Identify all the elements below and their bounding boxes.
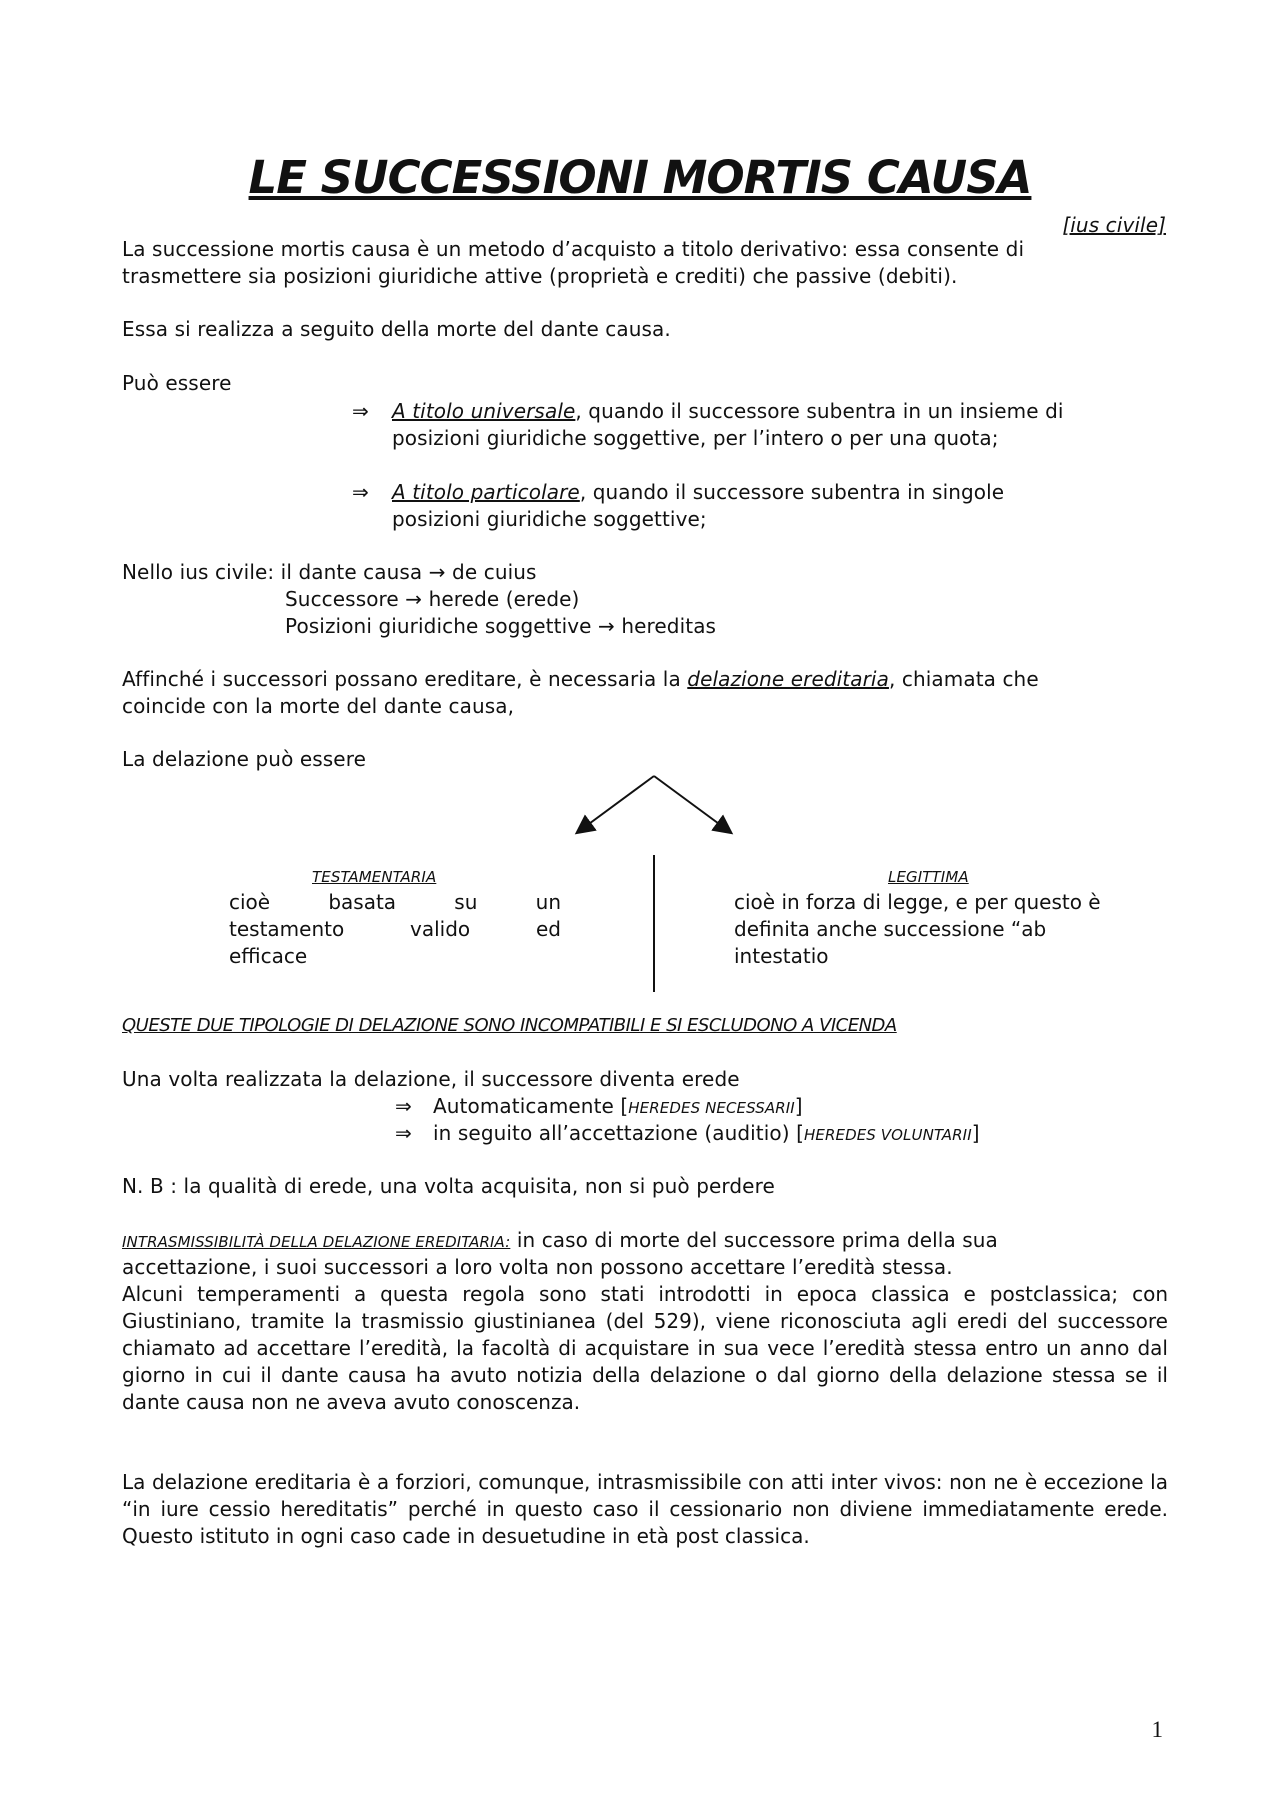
page-title: LE SUCCESSIONI MORTIS CAUSA	[248, 151, 1032, 204]
erede-item-1-text: Automaticamente [	[433, 1094, 629, 1118]
ius-civile-line-2: Successore → herede (erede)	[285, 587, 580, 611]
particolare-desc: , quando il successore subentra in singole	[579, 480, 1005, 504]
erede-intro: Una volta realizzata la delazione, il successore diventa erede	[122, 1067, 740, 1091]
erede-item-2-text: in seguito all’accettazione (auditio) [	[433, 1121, 805, 1145]
nota-bene: N. B : la qualità di erede, una volta acquisita, non si può perdere	[122, 1174, 775, 1198]
intro-line-2: trasmettere sia posizioni giuridiche attive (proprietà e crediti) che passive (debiti).	[122, 264, 958, 288]
branch-right-arrow-icon	[654, 776, 730, 832]
word: ed	[535, 917, 561, 941]
inter-vivos-paragraph: La delazione ereditaria è a forziori, comunque, intrasmissibile con atti inter vivos: non ne è eccezione la “in iure cessio hereditatis” perché in questo caso il cessionario non diviene immediatamente erede. Questo istituto in ogni caso cade in desuetudine in età post classica.	[122, 1470, 1168, 1548]
implies-arrow-icon: ⇒	[352, 399, 369, 423]
intrasmissibilita-text: in caso di morte del successore prima della sua	[510, 1228, 998, 1252]
incompatibili-statement: QUESTE DUE TIPOLOGIE DI DELAZIONE SONO INCOMPATIBILI E SI ESCLUDONO A VICENDA	[122, 1015, 897, 1036]
subject-tag: [ius civile]	[1062, 213, 1166, 237]
implies-arrow-icon: ⇒	[395, 1121, 412, 1145]
legittima-line-1: cioè in forza di legge, e per questo è	[734, 890, 1101, 914]
word: un	[535, 890, 561, 914]
legittima-line-2: definita anche successione “ab	[734, 917, 1047, 941]
word: su	[454, 890, 478, 914]
delazione-line-2: coincide con la morte del dante causa,	[122, 694, 515, 718]
legittima-heading: LEGITTIMA	[888, 868, 969, 886]
bracket: ]	[794, 1094, 803, 1118]
realizza-text: Essa si realizza a seguito della morte del dante causa.	[122, 317, 671, 341]
word: basata	[328, 890, 397, 914]
intro-line-1: La successione mortis causa è un metodo d’acquisto a titolo derivativo: essa consente di	[122, 237, 1025, 261]
particolare-line-2: posizioni giuridiche soggettive;	[392, 507, 707, 531]
delazione-post: , chiamata che	[888, 667, 1039, 691]
word: valido	[410, 917, 471, 941]
erede-item-2-tag: HEREDES VOLUNTARII	[804, 1126, 972, 1144]
ius-civile-line-1: Nello ius civile: il dante causa → de cuius	[122, 560, 537, 584]
delazione-pre: Affinché i successori possano ereditare, è necessaria la	[122, 667, 688, 691]
universale-desc: , quando il successore subentra in un insieme di	[575, 399, 1064, 423]
word: testamento	[229, 917, 345, 941]
delazione-puo-text: La delazione può essere	[122, 747, 366, 771]
legittima-line-3: intestatio	[734, 944, 829, 968]
testamentaria-heading: TESTAMENTARIA	[312, 868, 437, 886]
puo-essere-text: Può essere	[122, 371, 232, 395]
intrasmissibilita-line-1	[122, 1227, 998, 1256]
universale-term: A titolo universale	[392, 399, 576, 423]
testamentaria-line-1	[229, 889, 561, 916]
testamentaria-line-3: efficace	[229, 944, 308, 968]
temperamenti-paragraph: Alcuni temperamenti a questa regola sono stati introdotti in epoca classica e postclassica; con Giustiniano, tramite la trasmissio giustinianea (del 529), viene riconosciuta agli eredi del successore chiamato ad accettare l’eredità, la facoltà di acquistare in sua vece l’eredità stessa entro un anno dal giorno in cui il dante causa ha avuto notizia della delazione o dal giorno della delazione stessa se il dante causa non ne aveva avuto conoscenza.	[122, 1282, 1168, 1414]
branch-left-arrow-icon	[578, 776, 654, 832]
particolare-term: A titolo particolare	[392, 480, 580, 504]
intrasmissibilita-line-2: accettazione, i suoi successori a loro volta non possono accettare l’eredità stessa.	[122, 1255, 953, 1279]
word: cioè	[229, 890, 271, 914]
universale-line-2: posizioni giuridiche soggettive, per l’intero o per una quota;	[392, 426, 999, 450]
erede-item-1	[433, 1093, 803, 1122]
implies-arrow-icon: ⇒	[352, 480, 369, 504]
implies-arrow-icon: ⇒	[395, 1094, 412, 1118]
page-number: 1	[1151, 1717, 1163, 1742]
ius-civile-line-3: Posizioni giuridiche soggettive → hereditas	[285, 614, 717, 638]
intrasmissibilita-heading: INTRASMISSIBILITÀ DELLA DELAZIONE EREDITARIA:	[122, 1233, 511, 1251]
testamentaria-line-2	[229, 916, 561, 943]
bracket: ]	[971, 1121, 980, 1145]
erede-item-2	[433, 1120, 980, 1149]
delazione-term: delazione ereditaria	[687, 667, 889, 691]
erede-item-1-tag: HEREDES NECESSARII	[628, 1099, 795, 1117]
